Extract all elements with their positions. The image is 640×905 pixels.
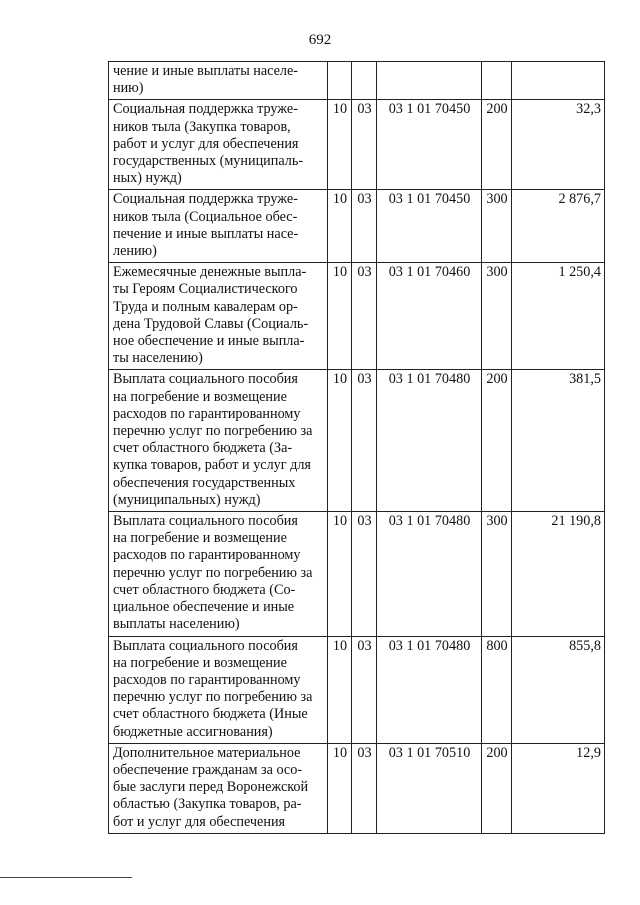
row-target-article: 03 1 01 70510 (377, 743, 482, 833)
row-section: 10 (328, 100, 352, 190)
row-subsection: 03 (352, 100, 377, 190)
table-row (109, 636, 605, 743)
table-row (109, 190, 605, 263)
table-row (109, 263, 605, 370)
table-row (109, 743, 605, 833)
row-name: Социальная поддержка труже- ников тыла (Социальное обес- печение и иные выплаты насе- лению) (109, 190, 328, 263)
row-target-article: 03 1 01 70450 (377, 100, 482, 190)
row-amount: 1 250,4 (512, 263, 605, 370)
budget-table (108, 61, 605, 834)
row-amount: 12,9 (512, 743, 605, 833)
row-amount: 2 876,7 (512, 190, 605, 263)
row-amount: 32,3 (512, 100, 605, 190)
row-target-article: 03 1 01 70460 (377, 263, 482, 370)
row-subsection: 03 (352, 636, 377, 743)
row-target-article: 03 1 01 70450 (377, 190, 482, 263)
row-section: 10 (328, 636, 352, 743)
table-row (109, 512, 605, 636)
row-name: Выплата социального пособия на погребение и возмещение расходов по гарантированному перечню услуг по погребению за счет областного бюджета (Иные бюджетные ассигнования) (109, 636, 328, 743)
row-expense-type: 200 (482, 743, 512, 833)
row-name: Ежемесячные денежные выпла- ты Героям Социалистического Труда и полным кавалерам ор- дена Трудовой Славы (Социаль- ное обеспечение и иные выпла- ты населению) (109, 263, 328, 370)
row-section: 10 (328, 190, 352, 263)
row-target-article (377, 62, 482, 100)
row-amount: 21 190,8 (512, 512, 605, 636)
row-name: Дополнительное материальное обеспечение гражданам за осо- бые заслуги перед Воронежской областью (Закупка товаров, ра- бот и услуг для обеспечения (109, 743, 328, 833)
row-section: 10 (328, 512, 352, 636)
row-amount: 381,5 (512, 370, 605, 512)
row-subsection (352, 62, 377, 100)
row-subsection: 03 (352, 370, 377, 512)
row-expense-type: 300 (482, 190, 512, 263)
row-target-article: 03 1 01 70480 (377, 512, 482, 636)
row-expense-type: 200 (482, 370, 512, 512)
row-subsection: 03 (352, 512, 377, 636)
row-section: 10 (328, 263, 352, 370)
row-name: чение и иные выплаты населе- нию) (109, 62, 328, 100)
row-expense-type: 800 (482, 636, 512, 743)
row-subsection: 03 (352, 190, 377, 263)
row-subsection: 03 (352, 263, 377, 370)
row-target-article: 03 1 01 70480 (377, 636, 482, 743)
row-amount (512, 62, 605, 100)
row-amount: 855,8 (512, 636, 605, 743)
row-section (328, 62, 352, 100)
footnote-divider (0, 877, 132, 878)
row-expense-type: 200 (482, 100, 512, 190)
row-section: 10 (328, 743, 352, 833)
row-name: Выплата социального пособия на погребение и возмещение расходов по гарантированному перечню услуг по погребению за счет областного бюджета (Со- циальное обеспечение и иные выплаты населению) (109, 512, 328, 636)
table-row (109, 62, 605, 100)
row-expense-type: 300 (482, 512, 512, 636)
table-row (109, 370, 605, 512)
row-target-article: 03 1 01 70480 (377, 370, 482, 512)
row-section: 10 (328, 370, 352, 512)
row-expense-type (482, 62, 512, 100)
table-row (109, 100, 605, 190)
row-expense-type: 300 (482, 263, 512, 370)
table-body (109, 62, 605, 834)
row-name: Социальная поддержка труже- ников тыла (Закупка товаров, работ и услуг для обеспечения государственных (муниципаль- ных) нужд) (109, 100, 328, 190)
row-subsection: 03 (352, 743, 377, 833)
row-name: Выплата социального пособия на погребение и возмещение расходов по гарантированному перечню услуг по погребению за счет областного бюджета (За- купка товаров, работ и услуг для обеспечения государственных (муниципальных) нужд) (109, 370, 328, 512)
page-number: 692 (308, 32, 332, 48)
